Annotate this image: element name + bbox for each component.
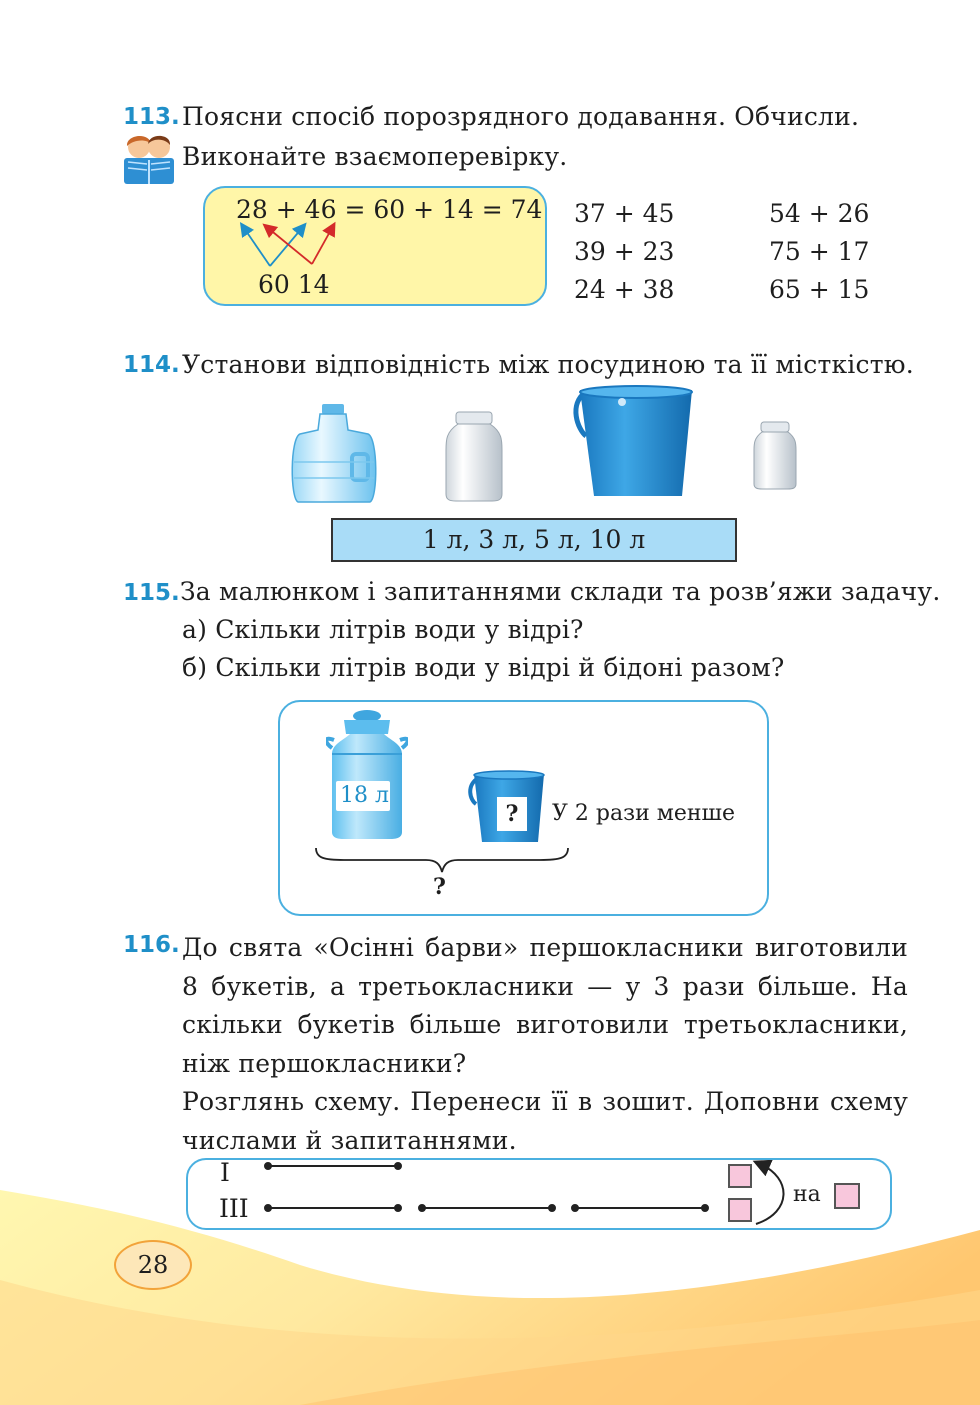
answer-square-1[interactable] xyxy=(728,1164,752,1188)
digit-tens-1: 2 xyxy=(236,195,252,224)
example-parts: 60 14 xyxy=(258,270,330,299)
total-question-mark: ? xyxy=(433,874,446,900)
small-jar-picture xyxy=(752,420,798,490)
example-item: 24 + 38 xyxy=(574,275,675,304)
examples-column-1 xyxy=(574,195,674,309)
water-bottle-picture xyxy=(286,402,382,506)
exercise-113-line2: Виконайте взаємоперевірку. xyxy=(182,142,568,171)
answer-square-2[interactable] xyxy=(728,1198,752,1222)
milk-can-picture xyxy=(326,706,408,840)
example-item: 37 + 45 xyxy=(574,199,675,228)
text-line: 8 букетів, а третьокласники — у 3 рази більше. На xyxy=(182,971,908,1001)
example-item: 65 + 15 xyxy=(769,275,870,304)
relation-text: У 2 рази менше xyxy=(552,801,736,826)
text-line: ніж першокласники? xyxy=(182,1048,467,1078)
exercise-113-number: 113. xyxy=(123,104,180,130)
scheme-row-label-3: III xyxy=(219,1194,249,1223)
large-jar-picture xyxy=(444,410,504,502)
digit-units-1: 8 xyxy=(251,195,268,224)
digit-units-2: 6 xyxy=(320,195,337,224)
milk-can-volume: 18 л xyxy=(340,783,389,808)
example-item: 39 + 23 xyxy=(574,237,675,266)
digit-arrows xyxy=(230,220,350,270)
exercise-116-number: 116. xyxy=(123,932,180,958)
capacity-options: 1 л, 3 л, 5 л, 10 л xyxy=(331,518,737,562)
examples-column-2 xyxy=(769,195,869,309)
scheme-segments xyxy=(262,1160,802,1226)
difference-label: на xyxy=(793,1182,821,1207)
pair-work-icon xyxy=(120,130,178,186)
bucket-picture xyxy=(572,384,700,500)
text-line: скільки букетів більше виготовили третьокласники, xyxy=(182,1010,908,1039)
exercise-115-text: За малюнком і запитаннями склади та розв’яжи задачу. xyxy=(180,577,941,606)
bucket-unknown-card: ? xyxy=(497,797,527,831)
text-line: Розглянь схему. Перенеси її в зошит. Доповни схему xyxy=(182,1087,908,1116)
digit-tens-2: 4 xyxy=(304,195,321,224)
exercise-114-text: Установи відповідність між посудиною та її місткістю. xyxy=(182,350,914,379)
text-line: числами й запитаннями. xyxy=(182,1125,517,1155)
difference-answer-square[interactable] xyxy=(834,1183,860,1209)
exercise-113-line1: Поясни спосіб порозрядного додавання. Обчисли. xyxy=(182,102,860,131)
page-number-badge xyxy=(114,1240,192,1290)
example-item: 75 + 17 xyxy=(769,237,870,266)
question-b: б) Скільки літрів води у відрі й бідоні разом? xyxy=(182,653,785,682)
question-a: а) Скільки літрів води у відрі? xyxy=(182,615,584,644)
exercise-116-text xyxy=(182,929,908,1160)
example-item: 54 + 26 xyxy=(769,199,870,228)
total-brace xyxy=(314,846,570,876)
page-number: 28 xyxy=(137,1251,169,1279)
text-line: До свята «Осінні барви» першокласники виготовили xyxy=(182,933,908,962)
example-result: = 60 + 14 = 74 xyxy=(344,195,543,224)
exercise-114-number: 114. xyxy=(123,352,180,378)
exercise-115-number: 115. xyxy=(123,580,180,606)
scheme-row-label-1: I xyxy=(220,1158,230,1187)
plus-sign: + xyxy=(275,195,297,224)
